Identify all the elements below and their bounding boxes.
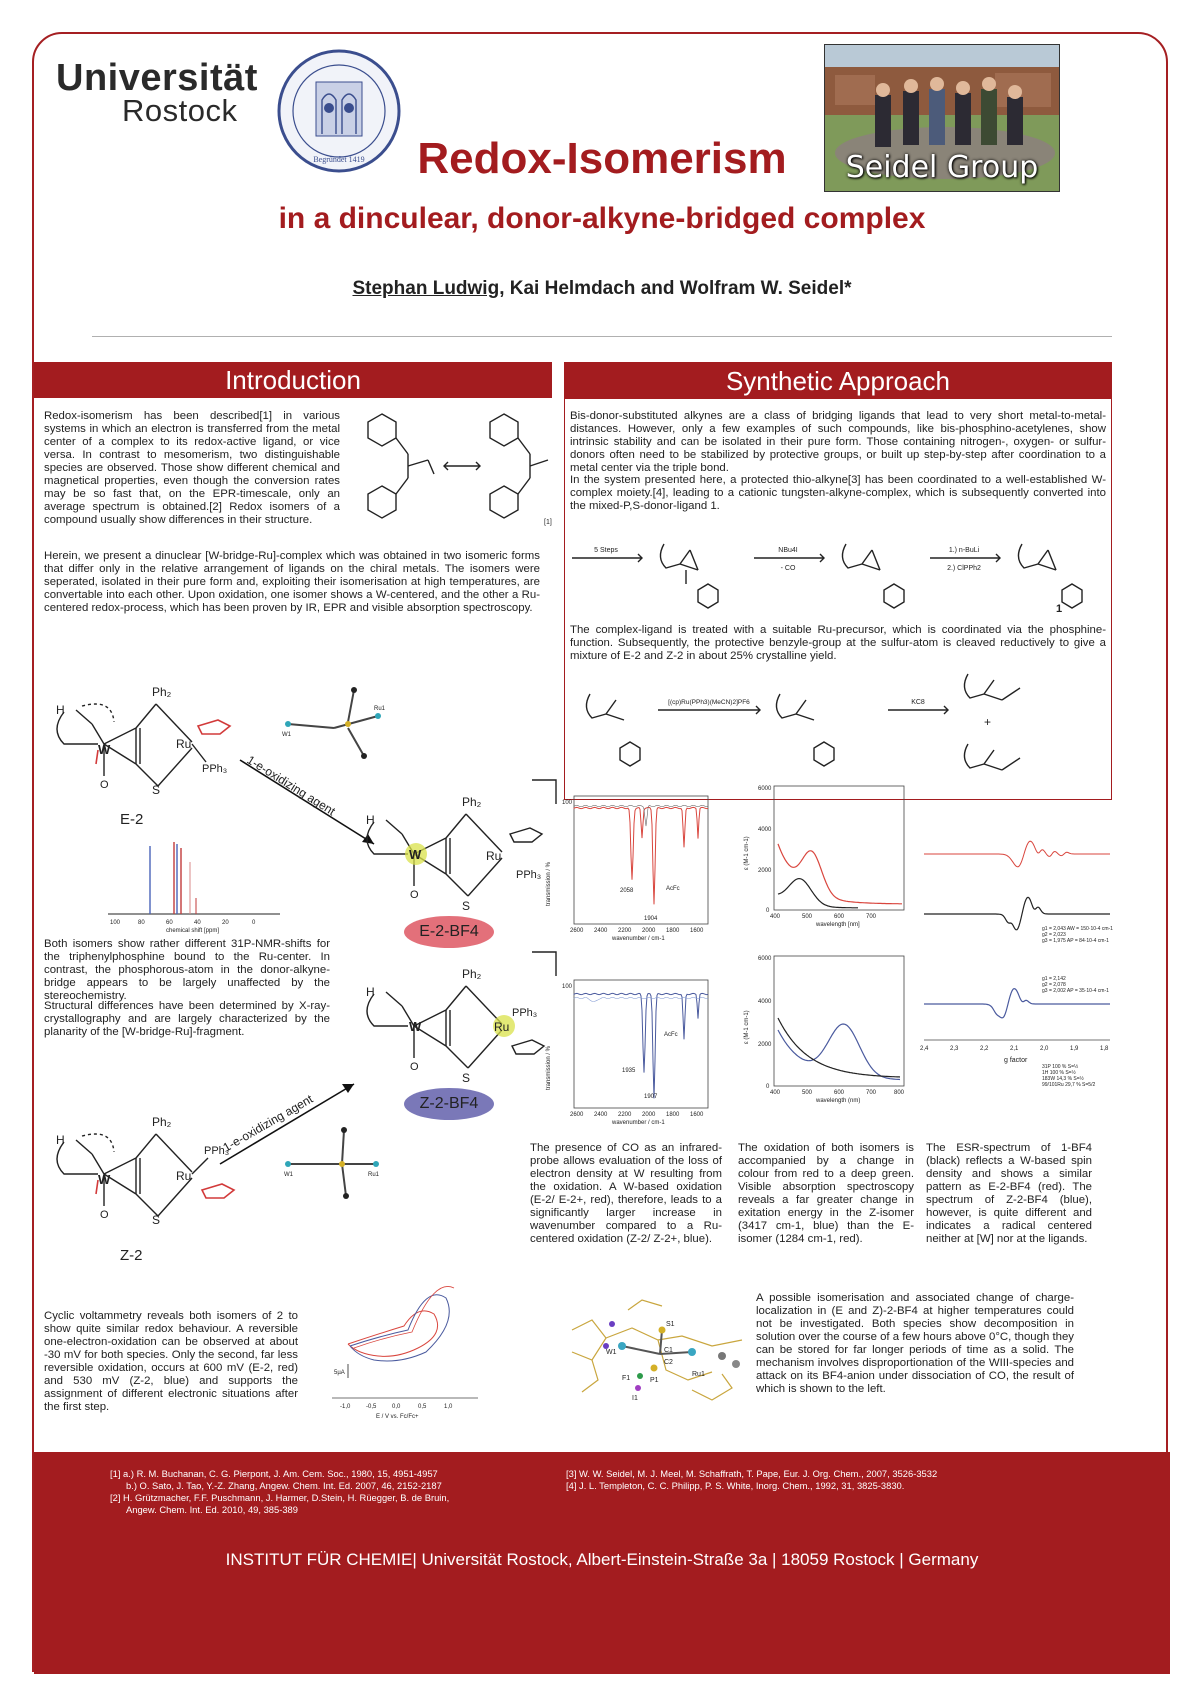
ir-top-ylabel: transmission / %: [546, 861, 552, 906]
xray-e2-w1: W1: [282, 732, 291, 738]
reference-2a: [2] H. Grützmacher, F.F. Puschmann, J. Harmer, D.Stein, H. Rüegger, B. de Bruin,: [110, 1492, 450, 1503]
cv-xtick-0: -1,0: [340, 1404, 351, 1410]
uv-bottom-ytick-4000: 4000: [758, 999, 772, 1005]
synthesis-scheme-2: [568, 664, 1108, 794]
ir-bottom-xlabel: wavenumber / cm-1: [612, 1120, 665, 1126]
xray-z2-ru1: Ru1: [368, 1172, 380, 1178]
plus-sign: +: [984, 715, 992, 729]
e2bf4-w-label: W: [409, 847, 422, 862]
z2-label: Z-2: [120, 1247, 143, 1264]
z2bf4-ru-label: Ru: [494, 1020, 510, 1034]
esr-1bf4-trace: [924, 897, 1110, 930]
e2-co-label: O: [100, 779, 109, 791]
esr-black-g2: g2 = 2,023: [1042, 932, 1066, 938]
crystal-label-c1: C1: [664, 1347, 673, 1354]
esr-blue-g3: g3 = 2,002 AP = 35·10-4 cm-1: [1042, 988, 1109, 994]
uv-bottom-xlabel: wavelength (nm): [816, 1098, 861, 1104]
isomerisation-text: A possible isomerisation and associated change of charge-localization in (E and Z)-2-BF4 at higher temperatures could not be investigated. Both species show decomposition in solution over the course of a few hours above 0°C, though they can be stored for far longer periods of time as a solid. The mechanism involves disproportionation of the WIII-species and attack on its BF4-anion under dissociation of CO, the result of which is shown to the left.: [756, 1292, 1074, 1395]
nmr-tick-100: 100: [110, 920, 121, 926]
crystal-structure: [562, 1280, 762, 1420]
cv-xtick-1: -0,5: [366, 1404, 377, 1410]
z2bf4-label: Z-2-BF4: [419, 1095, 479, 1112]
esr-isotope-w: 183W 14,3 % S=½: [1042, 1076, 1084, 1082]
synthesis-para1: Bis-donor-substituted alkynes are a class of bridging ligands that lead to very short metal-to-metal-distances. However, only a few examples of such compounds, like bis-phosphino-acetylenes, show intrinsic stability and can be isolated in their pure form. Those containing nitrogen-, oxygen- or sulfur-donors often need to be stabilized by protective groups, or built up step-by-step after coordination to a metal center via the triple bond.: [570, 410, 1106, 474]
uv-top-xtick-500: 500: [802, 914, 813, 920]
ir-top-xtick-5: 1600: [690, 928, 704, 934]
z2bf4-pph3-label: PPh₃: [512, 1007, 538, 1019]
z2-ru-label: Ru: [176, 1169, 192, 1183]
synthesis-heading: Synthetic Approach: [565, 363, 1111, 399]
esr-e2bf4-trace: [924, 841, 1110, 867]
kc8-reagent-label: KC8: [911, 699, 925, 706]
step3-bottom-label: 2.) ClPPh2: [947, 565, 981, 572]
introduction-para2: Herein, we present a dinuclear [W-bridge-Ru]-complex which was obtained in two isomeric forms that differ only in the relative arrangement of ligands on the chiral metals. The isomers were seperated, isolated in their pure form and, exploiting their isomerisation at high temperatures, are convertable into each other. Upon oxidation, one isomer shows a W-centered, and the other a Ru-centered redox-process, which has been proven by IR, EPR and visible absorption spectroscopy.: [44, 550, 540, 614]
ir-top-ytick: 100: [562, 800, 573, 806]
uv-bottom-series: [778, 1018, 900, 1080]
ir-bottom-xtick-2: 2200: [618, 1112, 632, 1118]
intro-scheme-ref: [1]: [544, 519, 552, 526]
poster: [32, 32, 1168, 1672]
uv-top-neutral-trace: [778, 879, 858, 908]
cv-e2-second-wave: [354, 1286, 454, 1348]
seal-text: Begründet 1419: [313, 155, 365, 164]
authors: [34, 278, 1170, 300]
uv-top-ytick-6000: 6000: [758, 786, 772, 792]
footer-text: INSTITUT FÜR CHEMIE| Universität Rostock, Albert-Einstein-Straße 3a | 18059 Rostock | Germany: [225, 1550, 979, 1569]
uv-bottom-xtick-600: 600: [834, 1090, 845, 1096]
xray-e2-ru1: Ru1: [374, 706, 386, 712]
poster-subtitle: in a dinculear, donor-alkyne-bridged complex: [278, 202, 926, 235]
esr-blue-g2: g2 = 2,078: [1042, 982, 1066, 988]
nmr-text: Both isomers show rather different 31P-NMR-shifts for the triphenylphosphine bound to the Ru-center. In contrast, the phosphorous-atom in the donor-alkyne-bridge appears to be largely unaffected by the stereochemistry.: [44, 938, 330, 1002]
oxidizing-agent-label-z: 1-e-oxidizing agent: [220, 1091, 316, 1155]
e2bf4-ph2-label: Ph₂: [462, 795, 482, 809]
xray-z2: [278, 1124, 388, 1204]
synthesis-para2: In the system presented here, a protected thio-alkyne[3] has been coordinated to a well-established W-complex moiety.[4], leading to a cationic tungsten-alkyne-complex, which is subsequently converted into the mixed-P,S-donor-ligand 1.: [570, 474, 1106, 512]
esr-black-g3: g3 = 1,975 AP = 84·10-4 cm-1: [1042, 938, 1109, 944]
uv-bottom-ytick-2000: 2000: [758, 1042, 772, 1048]
synthesis-scheme-1: [568, 524, 1108, 614]
ir-top-peak-acfc: AcFc: [666, 886, 680, 892]
university-name: Universität: [56, 57, 258, 99]
crystal-label-p1: P1: [650, 1377, 659, 1384]
nmr-tick-40: 40: [194, 920, 201, 926]
introduction-para1: Redox-isomerism has been described[1] in various systems in which an electron is transferred from the metal center of a complex to its redox-active ligand, or vice versa. In contrast to mesomerism, two distinguishable species are observed. Those show different chemical and magnetical properties, even though the conversion rates may be so fast that, on the EPR-timescale, only an average spectrum is obtained.[2] Redox isomers of a compound usually show differences in their structure.: [44, 410, 340, 526]
cv-text: Cyclic voltammetry reveals both isomers of 2 to show quite similar redox behaviour. A reversible one-electron-oxidation can be observed at about -30 mV for both species. Only the second, far less reversible oxidation, occurs at 600 mV (E-2, red) and 530 mV (Z-2, blue) and supports the assignment of different electronic situations after the first step.: [44, 1310, 298, 1413]
synthesis-para3: The complex-ligand is treated with a suitable Ru-precursor, which is coordinated via the phosphine-function. Subsequently, the protective benzyle-group at the sulfur-atom is cleaved reductively to give a mixture of E-2 and Z-2 in about 25% crystalline yield.: [570, 624, 1106, 662]
nmr-tick-80: 80: [138, 920, 145, 926]
nmr-axis-label: chemical shift [ppm]: [166, 928, 220, 934]
e2-s-label: S: [152, 783, 161, 797]
e2-structure: [42, 664, 252, 834]
ir-bottom-xtick-3: 2000: [642, 1112, 656, 1118]
ir-bottom-series: [574, 993, 708, 1098]
step1-label: 5 Steps: [594, 547, 618, 554]
esr-isotope-ru: 99/101Ru 29,7 % S=5/2: [1042, 1082, 1096, 1088]
header-divider: [92, 336, 1112, 337]
ir-bottom-xtick-1: 2400: [594, 1112, 608, 1118]
uv-top-ylabel: ε (M-1 cm-1): [744, 836, 750, 870]
cv-scale: 5µA: [334, 1370, 345, 1376]
ir-text: The presence of CO as an infrared-probe allows evaluation of the loss of electron density at W resulting from the oxidation. A W-based oxidation (E-2/ E-2+, red), therefore, leads to a significantly larger increase in wavenumber compared to a Ru-centered oxidation (Z-2/ Z-2+, blue).: [530, 1142, 722, 1245]
uv-top-ytick-4000: 4000: [758, 827, 772, 833]
uv-top-ytick-2000: 2000: [758, 868, 772, 874]
group-label: Seidel Group: [845, 150, 1039, 185]
z2-hb-label: H: [56, 1133, 65, 1147]
z2bf4-ph2-label: Ph₂: [462, 967, 482, 981]
z2-s-label: S: [152, 1213, 161, 1227]
esr-xtick-3: 2,1: [1010, 1046, 1019, 1052]
ir-bottom-xtick-5: 1600: [690, 1112, 704, 1118]
cv-xtick-2: 0,0: [392, 1404, 401, 1410]
cv-series: [348, 1286, 454, 1361]
z2bf4-badge: [404, 1088, 494, 1120]
ir-top-peak-1904: 1904: [644, 916, 658, 922]
esr-xtick-1: 2,3: [950, 1046, 959, 1052]
esr-text: The ESR-spectrum of 1-BF4 (black) reflects a W-based spin density and shows a similar pattern as E-2-BF4 (red). The spectrum of Z-2-BF4 (blue), however, is quite different and indicates a radical centered neither at [W] nor at the ligands.: [926, 1142, 1092, 1245]
ir-top-xtick-3: 2000: [642, 928, 656, 934]
uv-top-xtick-400: 400: [770, 914, 781, 920]
uv-top-series: [778, 844, 902, 908]
esr-xtick-2: 2,2: [980, 1046, 989, 1052]
nmr-tick-60: 60: [166, 920, 173, 926]
uv-bottom-oxidized-trace: [778, 1024, 900, 1080]
compound-1-label: 1: [1056, 603, 1063, 615]
reference-1b: b.) O. Sato, J. Tao, Y.-Z. Zhang, Angew. Chem. Int. Ed. 2007, 46, 2152-2187: [126, 1480, 442, 1491]
e2-ph2-label: Ph₂: [152, 685, 172, 699]
nmr-spectrum: [104, 834, 284, 934]
references-section: [34, 1452, 1170, 1542]
z2bf4-w-label: W: [409, 1019, 422, 1034]
esr-xtick-6: 1,8: [1100, 1046, 1109, 1052]
esr-isotope-h: 1H 100 % S=½: [1042, 1070, 1076, 1076]
ir-bottom-peak-1935: 1935: [622, 1068, 636, 1074]
ir-bottom-oxidized-trace: [574, 993, 708, 1098]
uv-bottom-ylabel: ε (M-1 cm-1): [744, 1010, 750, 1044]
esr-isotope-p: 31P 100 % S=½: [1042, 1064, 1079, 1070]
cv-xtick-3: 0,5: [418, 1404, 427, 1410]
e2bf4-co-label: O: [410, 889, 419, 901]
nmr-tick-0: 0: [252, 920, 256, 926]
crystal-label-w1: W1: [606, 1349, 617, 1356]
crystal-label-ru1: Ru1: [692, 1371, 705, 1378]
crystal-label-c2: C2: [664, 1359, 673, 1366]
step2-top-label: NBu4I: [778, 547, 798, 554]
e2-hb-label: H: [56, 703, 65, 717]
e2bf4-ru-label: Ru: [486, 849, 502, 863]
cv-chart: [318, 1274, 488, 1424]
ru-reagent-label: [(cp)Ru(PPh3)(MeCN)2]PF6: [668, 699, 750, 706]
e2bf4-structure: [352, 774, 562, 924]
e2bf4-s-label: S: [462, 899, 471, 913]
e2-w-label: W: [98, 742, 111, 757]
uv-top-oxidized-trace: [778, 844, 902, 904]
z2-structure: [42, 1094, 252, 1264]
esr-xtick-5: 1,9: [1070, 1046, 1079, 1052]
nmr-tick-20: 20: [222, 920, 229, 926]
footer-bar: [34, 1542, 1170, 1582]
xray-z2-w1: W1: [284, 1172, 293, 1178]
e2-ru-label: Ru: [176, 737, 192, 751]
crystal-label-s1: S1: [666, 1321, 675, 1328]
ir-top-xtick-1: 2400: [594, 928, 608, 934]
reference-2b: Angew. Chem. Int. Ed. 2010, 49, 385-389: [126, 1504, 298, 1515]
author-presenting: Stephan Ludwig: [352, 278, 500, 299]
ir-bottom-xtick-0: 2600: [570, 1112, 584, 1118]
reference-3: [3] W. W. Seidel, M. J. Meel, M. Schaffrath, T. Pape, Eur. J. Org. Chem., 2007, 3526-3532: [566, 1468, 938, 1479]
esr-black-g1: g1 = 2,043 AW = 150·10-4 cm-1: [1042, 926, 1113, 932]
cv-xtick-4: 1,0: [444, 1404, 453, 1410]
e2bf4-hb-label: H: [366, 813, 375, 827]
ir-top-xtick-4: 1800: [666, 928, 680, 934]
uv-top-xtick-700: 700: [866, 914, 877, 920]
uv-bottom-xtick-400: 400: [770, 1090, 781, 1096]
crystal-label-i1: I1: [632, 1395, 638, 1402]
authors-rest: , Kai Helmdach and Wolfram W. Seidel*: [499, 278, 852, 299]
redox-isomer-scheme: [344, 394, 554, 544]
uv-top-xtick-600: 600: [834, 914, 845, 920]
z2bf4-s-label: S: [462, 1071, 471, 1085]
uv-bottom-xtick-800: 800: [894, 1090, 905, 1096]
xray-text: Structural differences have been determined by X-ray-crystallography and are largely characterized by the planarity of the [W-bridge-Ru]-fragment.: [44, 1000, 330, 1038]
z2bf4-structure: [352, 946, 562, 1096]
reference-1a: [1] a.) R. M. Buchanan, C. G. Pierpont, J. Am. Cem. Soc., 1980, 15, 4951-4957: [110, 1468, 438, 1479]
poster-title: Redox-Isomerism: [417, 134, 787, 183]
ir-top-peak-2058: 2058: [620, 888, 634, 894]
ir-bottom-ylabel: transmission / %: [546, 1045, 552, 1090]
reference-4: [4] J. L. Templeton, C. C. Philipp, P. S. White, Inorg. Chem., 1992, 31, 3825-3830.: [566, 1480, 905, 1491]
ir-top-oxidized-trace: [574, 807, 708, 904]
footer-fill: [34, 1582, 1170, 1674]
step2-bottom-label: - CO: [780, 565, 796, 572]
ir-top-xtick-2: 2200: [618, 928, 632, 934]
ir-bottom-peak-acfc: AcFc: [664, 1032, 678, 1038]
e2-pph3-label: PPh₃: [202, 763, 228, 775]
introduction-heading: Introduction: [34, 362, 552, 398]
uv-bottom-xtick-700: 700: [866, 1090, 877, 1096]
e2bf4-label: E-2-BF4: [419, 923, 479, 940]
z2bf4-co-label: O: [410, 1061, 419, 1073]
ir-bottom-ytick: 100: [562, 984, 573, 990]
cv-xlabel: E / V vs. Fc/Fc+: [376, 1414, 419, 1420]
uv-bottom-xtick-500: 500: [802, 1090, 813, 1096]
esr-xtick-4: 2,0: [1040, 1046, 1049, 1052]
oxidizing-agent-label-e: 1-e-oxidizing agent: [244, 752, 338, 819]
university-city: Rostock: [122, 93, 238, 128]
z2-ph2-label: Ph₂: [152, 1115, 172, 1129]
uv-bottom-ytick-0: 0: [766, 1084, 770, 1090]
ir-bottom-peak-1907: 1907: [644, 1094, 658, 1100]
ir-top-xlabel: wavenumber / cm-1: [612, 936, 665, 942]
e2-label: E-2: [120, 811, 144, 828]
z2bf4-hb-label: H: [366, 985, 375, 999]
esr-xlabel: g factor: [1004, 1057, 1028, 1064]
step3-top-label: 1.) n-BuLi: [948, 547, 980, 554]
esr-spectrum-chart: [920, 794, 1124, 1094]
esr-xtick-0: 2,4: [920, 1046, 929, 1052]
esr-blue-g1: g1 = 2,142: [1042, 976, 1066, 982]
ir-top-series: [574, 805, 708, 904]
xray-e2: [274, 684, 394, 764]
uv-top-ytick-0: 0: [766, 908, 770, 914]
crystal-label-f1: F1: [622, 1375, 631, 1382]
z2-pph3-label: PPh₃: [204, 1145, 230, 1157]
z2-w-label: W: [98, 1172, 111, 1187]
ir-top-xtick-0: 2600: [570, 928, 584, 934]
uv-top-xlabel: wavelength [nm]: [816, 922, 860, 928]
uv-bottom-ytick-6000: 6000: [758, 956, 772, 962]
e2bf4-badge: [404, 916, 494, 948]
uv-bottom-neutral-trace: [778, 1018, 900, 1077]
z2-co-label: O: [100, 1209, 109, 1221]
ir-bottom-xtick-4: 1800: [666, 1112, 680, 1118]
uv-text: The oxidation of both isomers is accompanied by a change in colour from red to a deep green. Visible absorption spectroscopy reveals a far greater change in exitation energy in the Z-isomer (3417 cm-1, blue) than the E-isomer (1284 cm-1, red).: [738, 1142, 914, 1245]
e2bf4-pph3-label: PPh₃: [516, 869, 542, 881]
